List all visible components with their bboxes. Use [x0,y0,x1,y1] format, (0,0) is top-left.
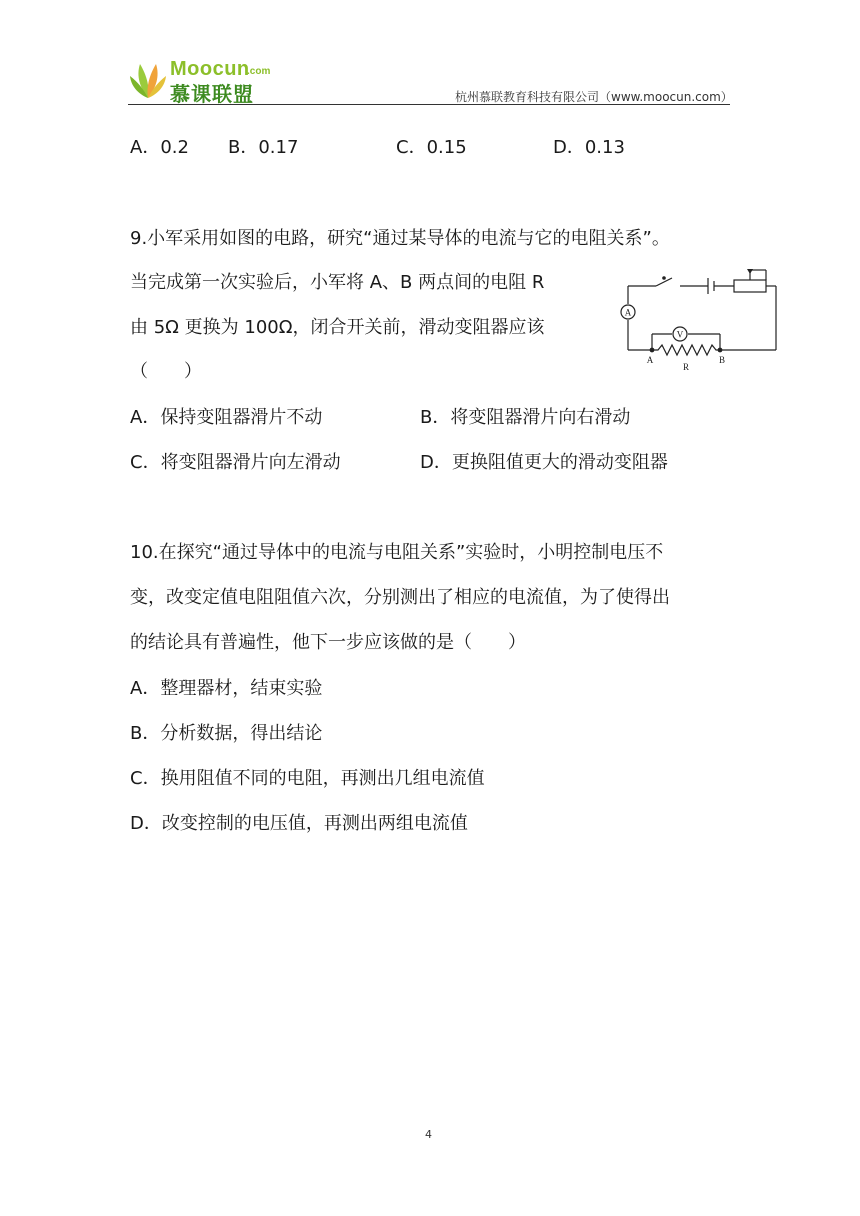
q10-option-c: C．换用阻值不同的电阻，再测出几组电流值 [130,768,485,789]
switch-contact [662,276,666,280]
q9-option-a: A．保持变阻器滑片不动 [130,407,323,428]
company-name: 杭州慕联教育科技有限公司（www.moocun.com） [455,90,733,104]
q9-line-3: 由 5Ω 更换为 100Ω，闭合开关前，滑动变阻器应该 [130,317,545,338]
q10-line-1: 10.在探究“通过导体中的电流与电阻关系”实验时，小明控制电压不 [130,542,664,563]
q8-option-d: D．0.13 [553,137,625,158]
point-a-dot [650,348,655,353]
q9-option-b: B．将变阻器滑片向右滑动 [420,407,631,428]
q9-option-c: C．将变阻器滑片向左滑动 [130,452,341,473]
point-a-label: A [646,355,654,365]
q10-option-b: B．分析数据，得出结论 [130,723,323,744]
voltmeter-label: V [676,329,684,340]
point-b-label: B [718,355,726,365]
page-number: 4 [425,1128,432,1141]
q8-option-b: B．0.17 [228,137,299,158]
q9-line-4: （ ） [130,361,202,382]
q9-option-d: D．更换阻值更大的滑动变阻器 [420,452,668,473]
header-divider [128,104,730,105]
q10-line-2: 变，改变定值电阻阻值六次，分别测出了相应的电流值，为了使得出 [130,587,670,608]
circuit-diagram [620,266,786,376]
logo-suffix: .com [247,66,271,77]
logo-chinese: 慕课联盟 [170,82,254,106]
rheostat-slider-icon [747,269,753,274]
q10-option-a: A．整理器材，结束实验 [130,678,323,699]
leaf-logo-icon [128,58,168,102]
q10-option-d: D．改变控制的电压值，再测出两组电流值 [130,813,468,834]
ammeter-label: A [624,307,632,318]
logo-brand: Moocun [170,58,250,80]
q10-line-3: 的结论具有普遍性，他下一步应该做的是（ ） [130,632,526,653]
q9-line-1: 9.小军采用如图的电路，研究“通过某导体的电流与它的电阻关系”。 [130,228,670,249]
moocun-logo [128,56,288,104]
q8-option-c: C．0.15 [396,137,467,158]
q8-option-a: A．0.2 [130,137,189,158]
point-b-dot [718,348,723,353]
q9-line-2: 当完成第一次实验后，小军将 A、B 两点间的电阻 R [130,272,545,293]
resistor-label: R [682,362,690,372]
